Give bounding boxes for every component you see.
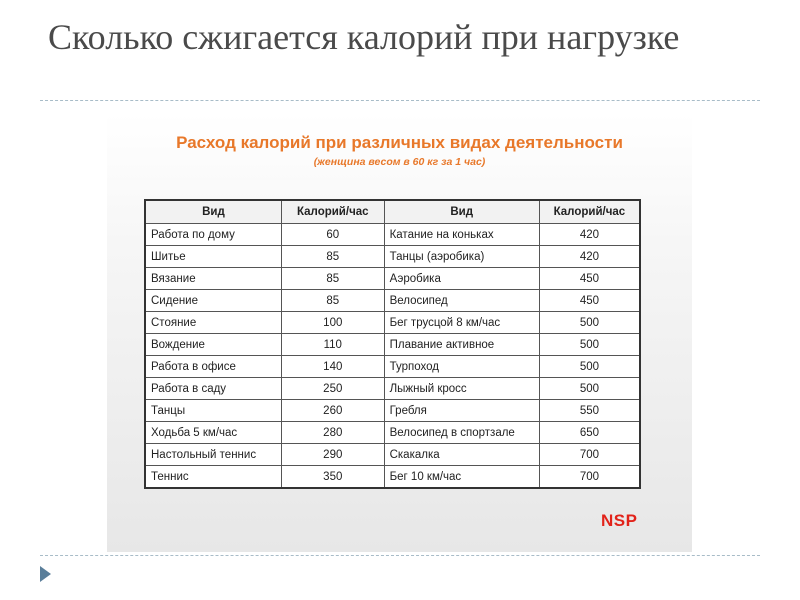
calories-cell: 100	[281, 312, 384, 334]
calories-cell: 500	[539, 312, 640, 334]
calories-cell: 700	[539, 444, 640, 466]
activity-cell: Катание на коньках	[384, 224, 539, 246]
activity-cell: Теннис	[145, 466, 281, 489]
title-divider	[40, 100, 760, 101]
activity-cell: Работа в саду	[145, 378, 281, 400]
calories-cell: 700	[539, 466, 640, 489]
calories-cell: 500	[539, 378, 640, 400]
activity-cell: Аэробика	[384, 268, 539, 290]
table-row	[145, 268, 640, 290]
calories-cell: 550	[539, 400, 640, 422]
table-header-row	[145, 200, 640, 224]
calories-cell: 350	[281, 466, 384, 489]
activity-cell: Стояние	[145, 312, 281, 334]
calories-cell: 500	[539, 334, 640, 356]
activity-cell: Велосипед в спортзале	[384, 422, 539, 444]
calories-cell: 650	[539, 422, 640, 444]
header-calories-2: Калорий/час	[539, 200, 640, 224]
calories-cell: 85	[281, 246, 384, 268]
calorie-image-panel	[107, 113, 692, 552]
activity-cell: Шитье	[145, 246, 281, 268]
calories-cell: 450	[539, 290, 640, 312]
table-row	[145, 466, 640, 489]
table-row	[145, 422, 640, 444]
activity-cell: Сидение	[145, 290, 281, 312]
activity-cell: Бег трусцой 8 км/час	[384, 312, 539, 334]
calories-cell: 85	[281, 268, 384, 290]
table-row	[145, 444, 640, 466]
table-row	[145, 224, 640, 246]
activity-cell: Работа по дому	[145, 224, 281, 246]
activity-cell: Скакалка	[384, 444, 539, 466]
panel-subtitle: (женщина весом в 60 кг за 1 час)	[313, 156, 486, 168]
table-body	[145, 224, 640, 489]
table-row	[145, 400, 640, 422]
activity-cell: Работа в офисе	[145, 356, 281, 378]
slide-title: Сколько сжигается калорий при нагрузке	[48, 17, 680, 57]
header-calories-1: Калорий/час	[281, 200, 384, 224]
nsp-logo: NSP	[601, 511, 638, 530]
calories-cell: 420	[539, 224, 640, 246]
calories-cell: 60	[281, 224, 384, 246]
calories-cell: 280	[281, 422, 384, 444]
table-row	[145, 334, 640, 356]
activity-cell: Гребля	[384, 400, 539, 422]
table-row	[145, 246, 640, 268]
activity-cell: Танцы (аэробика)	[384, 246, 539, 268]
activity-cell: Турпоход	[384, 356, 539, 378]
panel-title: Расход калорий при различных видах деятельности	[176, 133, 623, 152]
calories-cell: 500	[539, 356, 640, 378]
activity-cell: Ходьба 5 км/час	[145, 422, 281, 444]
table-row	[145, 378, 640, 400]
table-row	[145, 290, 640, 312]
calories-cell: 110	[281, 334, 384, 356]
header-activity-2: Вид	[384, 200, 539, 224]
triangle-bullet-icon	[40, 566, 51, 582]
activity-cell: Плавание активное	[384, 334, 539, 356]
activity-cell: Велосипед	[384, 290, 539, 312]
table-row	[145, 312, 640, 334]
activity-cell: Танцы	[145, 400, 281, 422]
calories-cell: 250	[281, 378, 384, 400]
header-activity-1: Вид	[145, 200, 281, 224]
calories-cell: 140	[281, 356, 384, 378]
calories-cell: 85	[281, 290, 384, 312]
calories-cell: 420	[539, 246, 640, 268]
calorie-table	[144, 199, 641, 489]
activity-cell: Настольный теннис	[145, 444, 281, 466]
activity-cell: Вязание	[145, 268, 281, 290]
table-row	[145, 356, 640, 378]
activity-cell: Лыжный кросс	[384, 378, 539, 400]
activity-cell: Бег 10 км/час	[384, 466, 539, 489]
activity-cell: Вождение	[145, 334, 281, 356]
calories-cell: 290	[281, 444, 384, 466]
footer-divider	[40, 555, 760, 556]
calories-cell: 450	[539, 268, 640, 290]
calories-cell: 260	[281, 400, 384, 422]
